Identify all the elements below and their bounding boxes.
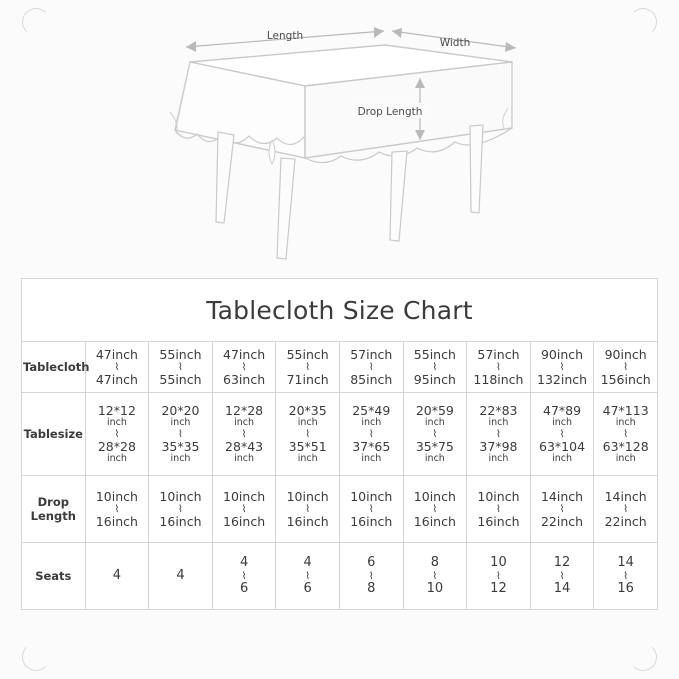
value-sep: ⌇ [623,428,629,440]
value-sep: ⌇ [432,428,438,440]
value-bottom: 95inch [413,371,456,387]
row-header-tablecloth: Tablecloth [22,342,86,393]
value-top: 10inch [413,488,456,504]
tablecloth-illustration [0,0,679,278]
value-bottom: 14 [553,580,571,596]
value-top: 10 [490,554,507,570]
value-bottom: 63inch [223,371,266,387]
value-bottom: 16inch [223,513,266,529]
value-top: 14 [617,554,634,570]
table-row-tablecloth [22,342,658,393]
cell-drop-9 [594,476,658,543]
cell-tablecloth-3 [212,342,276,393]
cell-seats-2 [149,543,213,610]
value-top-unit: inch [361,416,382,428]
cell-drop-4 [276,476,340,543]
cell-seats-3 [212,543,276,610]
value-top: 14inch [540,488,584,504]
value-top: 57inch [477,346,520,362]
value-sep: ⌇ [623,361,629,373]
cell-tablesize-3 [212,393,276,476]
value-bottom: 35*35 [161,438,200,454]
value-top: 12*12 [97,402,136,418]
cell-drop-8 [530,476,594,543]
value-bottom: 63*104 [539,438,586,454]
value-sep: ⌇ [178,503,183,515]
cell-tablesize-9 [594,393,658,476]
value-bottom: 28*28 [97,438,136,454]
value-top: 47inch [223,346,266,362]
value-bottom: 22inch [540,513,584,529]
value-top: 8 [430,554,439,570]
value-top: 10inch [95,488,138,504]
chart-title-row [22,279,658,342]
label-width: Width [439,37,471,49]
value-top: 22*83 [479,402,518,418]
value-sep: ⌇ [305,570,311,582]
value-sep: ⌇ [432,361,438,373]
value-bottom: 37*98 [479,438,518,454]
cell-seats-5 [339,543,403,610]
value-bottom-unit: inch [488,452,509,464]
value-bottom: 47inch [95,371,138,387]
cell-tablesize-5 [339,393,403,476]
value-sep: ⌇ [305,361,311,373]
row-header-seats: Seats [22,543,86,610]
value-top: 6 [367,554,376,570]
value-bottom-unit: inch [106,452,127,464]
table-row-drop-length [22,476,658,543]
cell-tablecloth-5 [339,342,403,393]
value-sep: ⌇ [496,570,501,582]
value-bottom: 6 [303,580,312,596]
row-header-tablesize: Tablesize [22,393,86,476]
cell-tablecloth-2 [149,342,213,393]
value-bottom: 16 [617,580,634,596]
value-bottom: 16inch [477,513,520,529]
value-top: 90inch [604,346,647,362]
value-sep: ⌇ [623,570,629,582]
value-bottom: 63*128 [602,438,649,454]
value-sep: ⌇ [368,361,374,373]
value-top: 55inch [159,346,202,362]
cell-drop-6 [403,476,467,543]
value-sep: ⌇ [559,503,565,515]
value-bottom-unit: inch [234,452,255,464]
cell-tablecloth-7 [467,342,531,393]
value-sep: ⌇ [241,570,247,582]
value-top-unit: inch [234,416,255,428]
cell-seats-6 [403,543,467,610]
page-title: Tablecloth Size Chart [22,279,658,342]
value-bottom: 132inch [537,371,588,387]
value-top: 55inch [413,346,456,362]
value-bottom: 85inch [350,371,393,387]
cell-drop-7 [467,476,531,543]
value-bottom: 55inch [159,371,202,387]
value-top: 10inch [286,488,329,504]
value-bottom: 16inch [159,513,202,529]
table-row-seats [22,543,658,610]
value-sep: ⌇ [114,361,120,373]
cell-drop-2 [149,476,213,543]
value-bottom: 71inch [286,371,329,387]
value-sep: ⌇ [368,570,374,582]
value-bottom-unit: inch [552,452,572,464]
cell-tablecloth-6 [403,342,467,393]
value-top: 10inch [159,488,202,504]
value-top: 10inch [350,488,393,504]
value-sep: ⌇ [559,570,565,582]
value-sep: ⌇ [432,503,438,515]
cell-tablesize-1 [85,393,149,476]
value-top: 4 [176,567,185,583]
value-sep: ⌇ [432,570,438,582]
value-bottom-unit: inch [361,452,382,464]
value-sep: ⌇ [114,428,120,440]
value-sep: ⌇ [559,361,565,373]
row-header-drop-length: Drop Length [22,476,86,543]
value-bottom: 22inch [604,513,647,529]
value-sep: ⌇ [496,361,501,373]
value-sep: ⌇ [178,361,183,373]
value-top: 47*113 [602,402,649,418]
value-sep: ⌇ [559,428,565,440]
value-top: 4 [239,554,249,570]
value-bottom: 28*43 [225,438,264,454]
value-top: 20*35 [288,402,327,418]
cell-tablesize-2 [149,393,213,476]
value-sep: ⌇ [368,428,374,440]
cell-drop-5 [339,476,403,543]
value-top-unit: inch [106,416,127,428]
cell-tablecloth-8 [530,342,594,393]
value-top: 47inch [95,346,138,362]
label-length: Length [266,30,304,42]
value-bottom: 16inch [350,513,393,529]
table-row-tablesize [22,393,658,476]
cell-tablesize-6 [403,393,467,476]
value-bottom: 16inch [95,513,138,529]
value-bottom: 8 [367,580,376,596]
cell-seats-4 [276,543,340,610]
value-bottom: 156inch [600,371,651,387]
value-top: 4 [112,567,122,583]
value-bottom-unit: inch [424,452,445,464]
value-sep: ⌇ [241,361,247,373]
value-sep: ⌇ [623,503,629,515]
value-bottom: 16inch [286,513,329,529]
cell-seats-1 [85,543,149,610]
value-top: 14inch [604,488,647,504]
value-top: 20*59 [415,402,454,418]
value-top-unit: inch [297,416,318,428]
label-drop-length: Drop Length [357,106,423,118]
value-top-unit: inch [488,416,509,428]
value-sep: ⌇ [368,503,374,515]
cell-tablesize-8 [530,393,594,476]
value-bottom: 118inch [473,371,524,387]
value-top: 25*49 [352,402,391,418]
value-sep: ⌇ [496,503,501,515]
value-top: 12*28 [225,402,264,418]
value-sep: ⌇ [241,428,247,440]
value-bottom: 6 [239,580,249,596]
value-sep: ⌇ [114,503,120,515]
value-sep: ⌇ [305,503,311,515]
value-bottom: 35*75 [415,438,454,454]
cell-drop-1 [85,476,149,543]
cell-seats-8 [530,543,594,610]
value-sep: ⌇ [178,428,183,440]
value-top-unit: inch [170,416,191,428]
value-bottom: 37*65 [352,438,391,454]
value-top: 57inch [350,346,393,362]
value-top-unit: inch [424,416,445,428]
value-sep: ⌇ [305,428,311,440]
value-top: 10inch [477,488,520,504]
cell-tablecloth-1 [85,342,149,393]
cell-tablecloth-4 [276,342,340,393]
cell-tablecloth-9 [594,342,658,393]
cell-tablesize-7 [467,393,531,476]
cell-seats-7 [467,543,531,610]
value-sep: ⌇ [241,503,247,515]
cell-tablesize-4 [276,393,340,476]
value-bottom: 35*51 [288,438,327,454]
cell-seats-9 [594,543,658,610]
value-top: 47*89 [543,402,582,418]
value-top: 10inch [223,488,266,504]
value-bottom-unit: inch [170,452,191,464]
tablecloth-size-chart [21,278,658,656]
value-top: 20*20 [161,402,200,418]
size-chart-table [21,278,658,610]
cell-drop-3 [212,476,276,543]
value-bottom-unit: inch [615,452,636,464]
value-bottom: 12 [490,580,507,596]
value-top: 12 [553,554,571,570]
value-bottom: 16inch [413,513,456,529]
value-bottom: 10 [426,580,444,596]
value-top: 4 [303,554,312,570]
value-top: 90inch [540,346,584,362]
value-top-unit: inch [552,416,572,428]
value-top-unit: inch [615,416,636,428]
value-sep: ⌇ [496,428,501,440]
value-top: 55inch [286,346,329,362]
value-bottom-unit: inch [297,452,318,464]
